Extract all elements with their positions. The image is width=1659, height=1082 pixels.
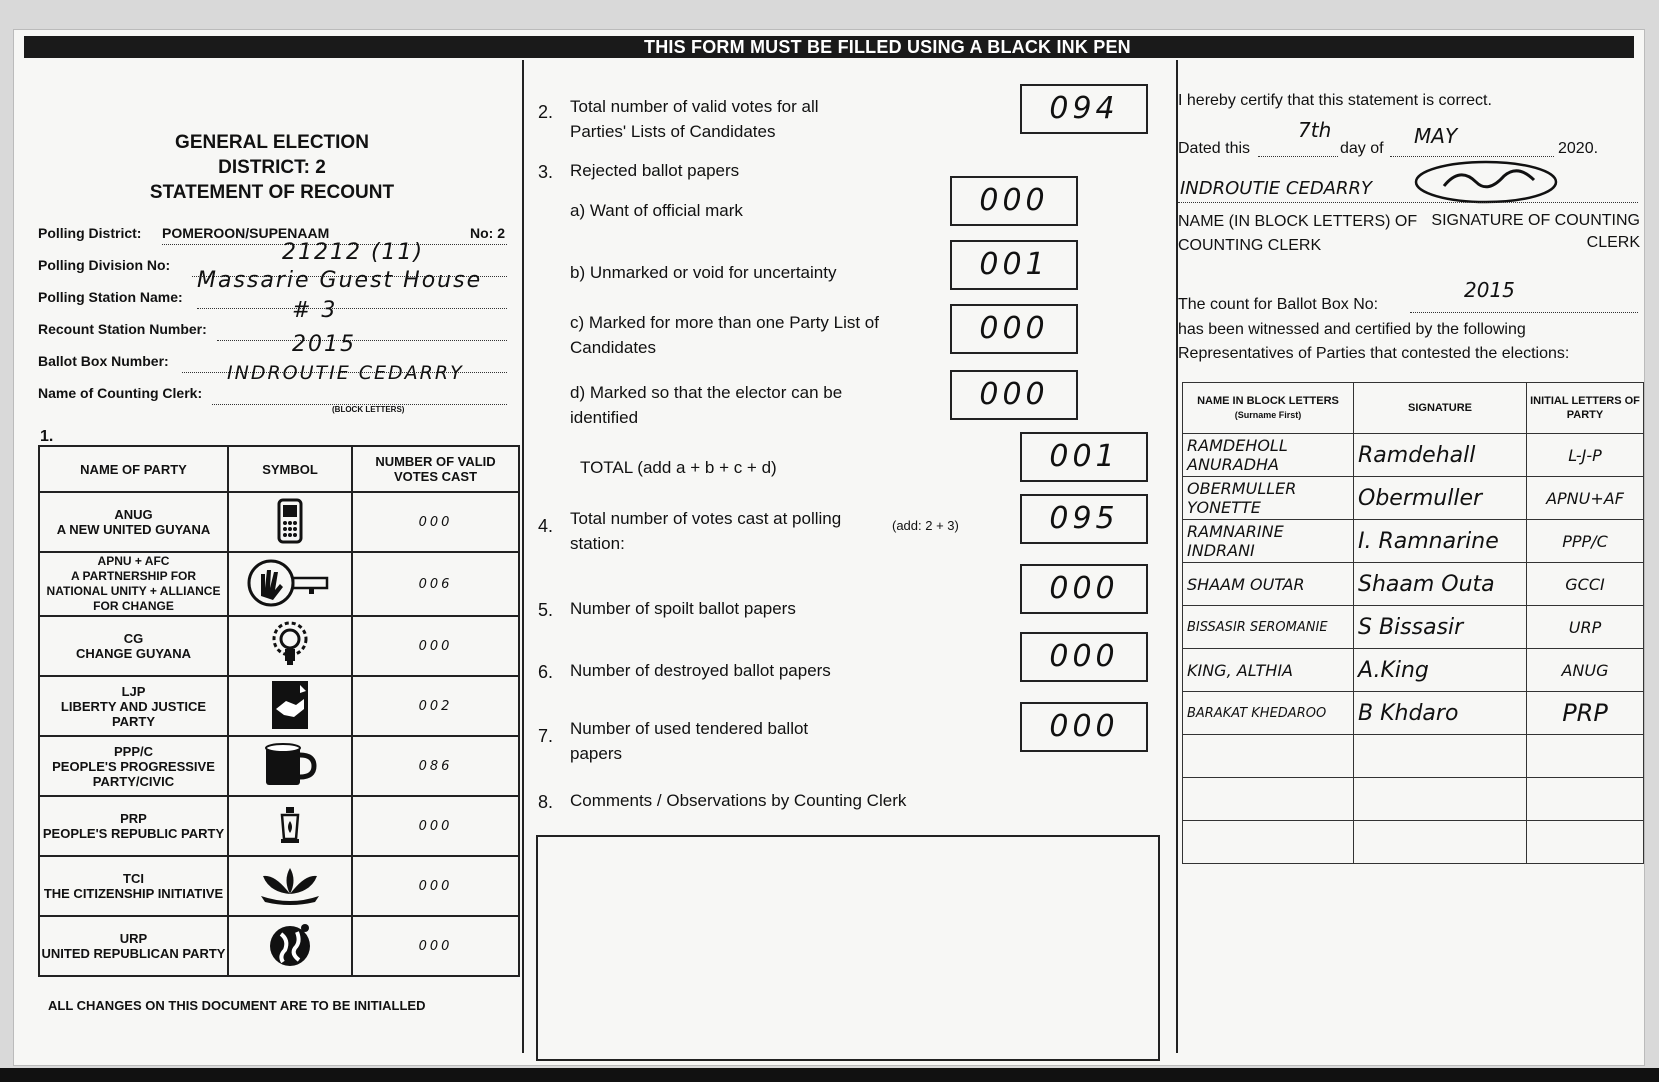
item-3c-value: 000 [950,304,1078,354]
lightbulb-gear-icon [228,616,352,676]
item-3c-text: c) Marked for more than one Party List of Candidates [570,313,879,357]
item-4-value: 095 [1020,494,1148,544]
field-polling-station-value: Massarie Guest House [197,268,483,293]
rep-name [1183,735,1354,778]
item-8-text: Comments / Observations by Counting Clerk [570,791,907,810]
votes-cell: 086 [352,736,519,796]
handshake-icon [228,676,352,736]
votes-cell: 002 [352,676,519,736]
header-rep-name: NAME IN BLOCK LETTERS (Surname First) [1183,383,1354,434]
right-column [1174,60,1644,1053]
item-2-value: 094 [1020,84,1148,134]
table-row [1183,520,1644,563]
rep-name: KING, ALTHIA [1183,649,1354,692]
phone-icon [228,492,352,552]
votes-cell: 006 [352,552,519,616]
lamp-icon [228,796,352,856]
item-3d-value: 000 [950,370,1078,420]
field-polling-district-label: Polling District: [38,225,142,241]
item-3a-value: 000 [950,176,1078,226]
witness-text: has been witnessed and certified by the following Representatives of Parties that contested the elections: [1178,321,1570,362]
dated-label: Dated this [1178,140,1251,157]
total-text: TOTAL (add a + b + c + d) [580,458,777,477]
party-name: APNU + AFC A PARTNERSHIP FOR NATIONAL UNITY + ALLIANCE FOR CHANGE [39,552,228,616]
clerk-name-handwritten: INDROUTIE CEDARRY [1180,178,1373,199]
header-rep-signature: SIGNATURE [1354,383,1527,434]
votes-cell: 000 [352,916,519,976]
field-polling-division-label: Polling Division No: [38,257,171,273]
rep-party: PRP [1527,692,1644,735]
table-row [1183,649,1644,692]
votes-cell: 000 [352,856,519,916]
dated-day: 7th [1298,118,1332,142]
rep-name: SHAAM OUTAR [1183,563,1354,606]
item-6-text: Number of destroyed ballot papers [570,661,831,680]
votes-cell: 000 [352,796,519,856]
party-name: ANUG A NEW UNITED GUYANA [39,492,228,552]
comments-box[interactable] [536,835,1160,1061]
total-value: 001 [1020,432,1148,482]
title-line-3: STATEMENT OF RECOUNT [149,182,395,203]
table-header-row [39,446,519,492]
item-3b-value: 001 [950,240,1078,290]
rep-signature: A.King [1354,649,1527,692]
count-label: The count for Ballot Box No: [1178,296,1379,313]
field-ballot-box-label: Ballot Box Number: [38,353,169,369]
lotus-icon [228,856,352,916]
title-line-2: DISTRICT: 2 [218,157,326,178]
footer-note: ALL CHANGES ON THIS DOCUMENT ARE TO BE INITIALLED [48,998,426,1013]
table-row [39,916,519,976]
cup-icon [228,736,352,796]
banner-text: THIS FORM MUST BE FILLED USING A BLACK INK PEN [644,37,1131,57]
recount-form [14,30,1644,1065]
votes-cell: 000 [352,492,519,552]
table-row [39,616,519,676]
header-party-name: NAME OF PARTY [39,446,228,492]
field-polling-district-value: POMEROON/SUPENAAM [162,225,330,241]
table-row [1183,692,1644,735]
representatives-table [1182,382,1644,864]
title-line-1: GENERAL ELECTION [175,132,369,153]
day-of-label: day of [1340,140,1384,157]
header-valid-votes: NUMBER OF VALID VOTES CAST [352,446,519,492]
party-name: PPP/C PEOPLE'S PROGRESSIVE PARTY/CIVIC [39,736,228,796]
rep-party [1527,778,1644,821]
table-row [39,856,519,916]
item-4-number: 4. [538,516,554,536]
party-name: CG CHANGE GUYANA [39,616,228,676]
item-3-number: 3. [538,162,554,182]
bottom-edge [0,1068,1659,1082]
rep-signature: I. Ramnarine [1354,520,1527,563]
item-4-text: Total number of votes cast at polling station: [570,509,842,553]
item-5-number: 5. [538,600,554,620]
header-banner [24,36,1634,58]
table-row [1183,606,1644,649]
clerk-signature-label: SIGNATURE OF COUNTING CLERK [1431,212,1640,251]
globe-icon [228,916,352,976]
item-6-number: 6. [538,662,554,682]
dated-month: MAY [1414,124,1458,148]
item-3d-text: d) Marked so that the elector can be identified [570,383,843,427]
field-recount-station-label: Recount Station Number: [38,321,207,337]
middle-column [522,60,1178,1053]
rep-party: ANUG [1527,649,1644,692]
rep-name: BISSASIR SEROMANIE [1183,606,1354,649]
hand-key-icon [228,552,352,616]
item-2-number: 2. [538,102,554,122]
rep-name: BARAKAT KHEDAROO [1183,692,1354,735]
item-7-text: Number of used tendered ballot papers [570,719,809,763]
item-3a-text: a) Want of official mark [570,201,743,220]
rep-name [1183,778,1354,821]
count-ballot-box: 2015 [1464,278,1515,302]
item-5-text: Number of spoilt ballot papers [570,599,796,618]
table-row [39,736,519,796]
field-counting-clerk-label: Name of Counting Clerk: [38,385,203,401]
rep-name: RAMDEHOLL ANURADHA [1183,434,1354,477]
table-row [39,796,519,856]
party-name: PRP PEOPLE'S REPUBLIC PARTY [39,796,228,856]
table-row [1183,735,1644,778]
clerk-signature [1414,160,1564,213]
rep-signature: Ramdehall [1354,434,1527,477]
votes-cell: 000 [352,616,519,676]
rep-party: APNU+AF [1527,477,1644,520]
rep-party: URP [1527,606,1644,649]
rep-party: PPP/C [1527,520,1644,563]
certify-text: I hereby certify that this statement is correct. [1178,92,1492,109]
table-row [39,552,519,616]
rep-signature: Shaam Outa [1354,563,1527,606]
header-symbol: SYMBOL [228,446,352,492]
rep-party: GCCI [1527,563,1644,606]
item-2-text: Total number of valid votes for all Parties' Lists of Candidates [570,97,819,141]
rep-signature: S Bissasir [1354,606,1527,649]
rep-signature [1354,778,1527,821]
field-recount-station-value: # 3 [292,298,338,323]
rep-name: RAMNARINE INDRANI [1183,520,1354,563]
rep-name: OBERMULLER YONETTE [1183,477,1354,520]
table-row [39,492,519,552]
field-counting-clerk-value: INDROUTIE CEDARRY [227,362,464,384]
field-polling-district-no: No: 2 [470,225,505,241]
block-letters-note: (BLOCK LETTERS) [332,405,405,414]
rep-signature [1354,735,1527,778]
left-column [22,60,522,1053]
rep-signature: Obermuller [1354,477,1527,520]
rep-party: L-J-P [1527,434,1644,477]
section-1-number: 1. [40,428,54,445]
rep-name [1183,821,1354,864]
item-6-value: 000 [1020,632,1148,682]
rep-party [1527,735,1644,778]
dated-year: 2020. [1558,140,1599,157]
party-name: TCI THE CITIZENSHIP INITIATIVE [39,856,228,916]
header-rep-party: INITIAL LETTERS OF PARTY [1527,383,1644,434]
table-row [1183,821,1644,864]
party-votes-table [38,445,520,977]
table-row [1183,563,1644,606]
table-row [39,676,519,736]
clerk-name-label: NAME (IN BLOCK LETTERS) OF COUNTING CLERK [1178,213,1418,254]
table-row [1183,778,1644,821]
table-row [1183,477,1644,520]
table-row [1183,434,1644,477]
item-5-value: 000 [1020,564,1148,614]
reps-header-row [1183,383,1644,434]
rep-signature [1354,821,1527,864]
item-7-number: 7. [538,726,554,746]
item-3-text: Rejected ballot papers [570,161,740,180]
party-name: LJP LIBERTY AND JUSTICE PARTY [39,676,228,736]
item-8-number: 8. [538,792,554,812]
field-polling-station-label: Polling Station Name: [38,289,183,305]
item-7-value: 000 [1020,702,1148,752]
party-name: URP UNITED REPUBLICAN PARTY [39,916,228,976]
rep-party [1527,821,1644,864]
field-ballot-box-value: 2015 [292,332,356,357]
title-block [22,130,522,205]
item-3b-text: b) Unmarked or void for uncertainty [570,263,837,282]
rep-signature: B Khdaro [1354,692,1527,735]
field-polling-division-value: 21212 (11) [282,240,425,265]
item-4-note: (add: 2 + 3) [892,518,959,533]
